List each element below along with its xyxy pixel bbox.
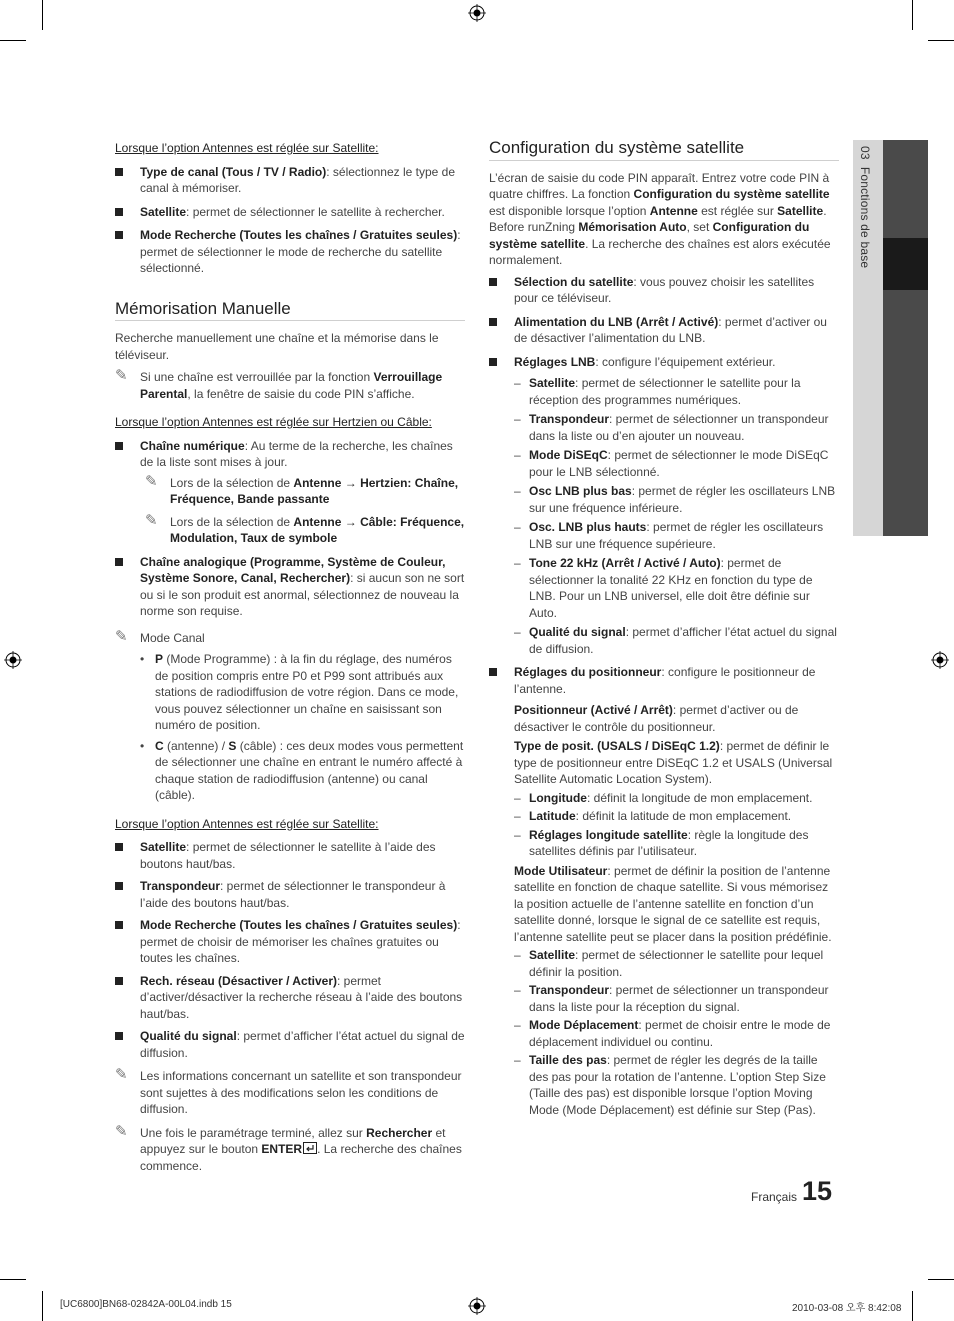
list-item: Alimentation du LNB (Arrêt / Activé): permet d’activer ou de désactiver l’alimentation du LNB. xyxy=(489,314,839,347)
pencil-note-icon: ✎ xyxy=(145,511,158,529)
list-item: Chaîne numérique: Au terme de la recherche, les chaînes de la liste sont mises à jour. xyxy=(115,438,465,471)
left-column xyxy=(115,140,465,1174)
list-item: – Longitude: définit la longitude de mon emplacement. xyxy=(514,790,839,807)
manual-intro: Recherche manuellement une chaîne et la mémorise dans le téléviseur. xyxy=(115,331,439,362)
list-item: Mode Recherche (Toutes les chaînes / Gratuites seules): permet de sélectionner le mode de recherche du satellite sélectionné. xyxy=(115,227,465,277)
list-item: – Qualité du signal: permet d’afficher l’état actuel du signal de diffusion. xyxy=(514,624,839,657)
footer-language: Français xyxy=(751,1190,798,1204)
chapter-number: 03 xyxy=(858,146,872,160)
positioner-settings xyxy=(514,702,839,1118)
list-item: – Transpondeur: permet de sélectionner un transpondeur dans la liste pour la réception du signal. xyxy=(514,982,839,1015)
note: ✎ Si une chaîne est verrouillée par la fonction Verrouillage Parental, la fenêtre de saisie du code PIN s’affiche. xyxy=(115,367,443,401)
chapter-tab-band xyxy=(883,290,928,536)
pencil-note-icon: ✎ xyxy=(115,367,128,384)
list-item: • P (Mode Programme) : à la fin du réglage, des numéros de position compris entre P0 et P99 sont attribués aux stations de radiodiffusion de votre région. Dans ce mode, vous pouvez sélectionner un chaîne en saisissant son numéro de position. xyxy=(140,651,465,734)
note: ✎ Les informations concernant un satellite et son transpondeur sont sujettes à des modifications selon les conditions de diffusion. xyxy=(115,1066,462,1116)
note: ✎ Mode Canal xyxy=(115,627,205,645)
list-item: Réglages LNB: configure l’équipement extérieur. xyxy=(489,354,839,371)
pencil-note-icon: ✎ xyxy=(115,1066,128,1083)
list-item: – Tone 22 kHz (Arrêt / Activé / Auto): permet de sélectionner la tonalité 22 KHz en fonction du type de LNB. Pour un LNB universel, elle doit être définie sur Auto. xyxy=(514,555,839,621)
list-item: • C (antenne) / S (câble) : ces deux modes vous permettent de sélectionner une chaîne en entrant le numéro affecté à chaque station de radiodiffusion (antenne) ou canal (câble). xyxy=(140,738,465,804)
crop-mark xyxy=(928,40,954,41)
hertzien-heading: Lorsque l’option Antennes est réglée sur Hertzien ou Câble: xyxy=(115,415,432,429)
print-slug-date: 2010-03-08 오후 8:42:08 xyxy=(792,1303,902,1314)
pencil-note-icon: ✎ xyxy=(115,1122,128,1140)
note: ✎ Une fois le paramétrage terminé, allez sur Rechercher et appuyez sur le bouton ENTER . La recherche des chaînes commence. xyxy=(115,1122,462,1173)
positioner-type: Type de posit. (USALS / DiSEqC 1.2): permet de définir le type de positionneur entre DiSEqC 1.2 et USALS (Universal Satellite Automatic Location System). xyxy=(514,739,833,786)
list-item: – Satellite: permet de sélectionner le satellite pour la réception des programmes numériques. xyxy=(514,375,839,408)
note: ✎ Lors de la sélection de Antenne → Hertzien: Chaîne, Fréquence, Bande passante xyxy=(145,472,459,506)
positioner-option: Positionneur (Activé / Arrêt): permet d’activer ou de désactiver le contrôle du positionneur. xyxy=(514,703,799,734)
list-item: – Osc LNB plus bas: permet de régler les oscillateurs LNB sur une fréquence inférieure. xyxy=(514,483,839,516)
pencil-note-icon: ✎ xyxy=(115,627,128,645)
list-item: Réglages du positionneur: configure le positionneur de l’antenne. xyxy=(489,664,839,697)
chapter-tab-band xyxy=(883,140,928,238)
registration-mark-icon xyxy=(468,1297,486,1315)
crop-mark xyxy=(0,40,26,41)
crop-mark xyxy=(42,0,43,30)
chapter-title: Fonctions de base xyxy=(858,166,872,269)
crop-mark xyxy=(912,1291,913,1321)
chapter-tab-label xyxy=(858,146,872,268)
list-item: Type de canal (Tous / TV / Radio): sélectionnez le type de canal à mémoriser. xyxy=(115,164,465,197)
chapter-tab-marker xyxy=(883,238,928,290)
satellite-heading: Lorsque l’option Antennes est réglée sur Satellite: xyxy=(115,141,379,155)
list-item: Transpondeur: permet de sélectionner le transpondeur à l’aide des boutons haut/bas. xyxy=(115,878,465,911)
crop-mark xyxy=(912,0,913,30)
list-item: Satellite: permet de sélectionner le satellite à rechercher. xyxy=(115,204,465,221)
list-item: – Satellite: permet de sélectionner le satellite pour lequel définir la position. xyxy=(514,947,839,980)
list-item: – Mode Déplacement: permet de choisir entre le mode de déplacement individuel ou continu. xyxy=(514,1017,839,1050)
list-item: Satellite: permet de sélectionner le satellite à l’aide des boutons haut/bas. xyxy=(115,839,465,872)
list-item: Mode Recherche (Toutes les chaînes / Gratuites seules): permet de choisir de mémoriser les chaînes gratuites ou toutes les chaînes. xyxy=(115,917,465,967)
list-item: – Taille des pas: permet de régler les degrés de la taille des pas pour la rotation de l’antenne. L’option Step Size (Taille des pas) est disponible lorsque l’option Moving Mode (Mode Déplacement) est définie sur Step (Pas). xyxy=(514,1052,839,1118)
enter-key-icon xyxy=(303,1142,317,1154)
pencil-note-icon: ✎ xyxy=(145,472,158,490)
note: ✎ Lors de la sélection de Antenne → Câble: Fréquence, Modulation, Taux de symbole xyxy=(145,511,465,545)
list-item: Chaîne analogique (Programme, Système de Couleur, Système Sonore, Canal, Rechercher): si aucun son ne sort ou si le son produit est anormal, sélectionnez de nouveau la norme son requise. xyxy=(115,554,465,620)
registration-mark-icon xyxy=(4,651,22,669)
lnb-settings-list xyxy=(514,375,839,657)
crop-mark xyxy=(42,1291,43,1321)
list-item: – Latitude: définit la latitude de mon emplacement. xyxy=(514,808,839,825)
list-item: – Osc. LNB plus hauts: permet de régler les oscillateurs LNB sur une fréquence supérieure. xyxy=(514,519,839,552)
right-column xyxy=(489,140,839,1118)
list-item: – Mode DiSEqC: permet de sélectionner le mode DiSEqC pour le LNB sélectionné. xyxy=(514,447,839,480)
list-item: Rech. réseau (Désactiver / Activer): permet d’activer/désactiver la recherche réseau à l’aide des boutons haut/bas. xyxy=(115,973,465,1023)
satellite-config-intro: L’écran de saisie du code PIN apparaît. Entrez votre code PIN à quatre chiffres. La fonction Configuration du système satellite est disponible lorsque l’option Antenne est réglée sur Satellite. Before runZning Mémorisation Auto, set Configuration du système satellite. La recherche des chaînes est alors exécutée normalement. xyxy=(489,170,831,267)
user-mode: Mode Utilisateur: permet de définir la position de l’antenne satellite en fonction de chaque satellite. Si vous mémorisez la position actuelle de l’antenne satellite en fonction d’un satellite donné, lorsque le signal de ce satellite est requis, l’antenne satellite peut se placer dans la position prédéfinie. xyxy=(514,863,832,944)
registration-mark-icon xyxy=(931,651,949,669)
list-item: – Transpondeur: permet de sélectionner un transpondeur dans la liste ou d’en ajouter un nouveau. xyxy=(514,411,839,444)
page-number: 15 xyxy=(802,1176,833,1206)
registration-mark-icon xyxy=(468,4,486,22)
list-item: Sélection du satellite: vous pouvez choisir les satellites pour ce téléviseur. xyxy=(489,274,839,307)
crop-mark xyxy=(0,1279,26,1280)
list-item: – Réglages longitude satellite: règle la longitude des satellites définis par l’utilisateur. xyxy=(514,827,839,860)
section-title-manual: Mémorisation Manuelle xyxy=(115,301,465,322)
crop-mark xyxy=(928,1279,954,1280)
satellite-heading: Lorsque l’option Antennes est réglée sur Satellite: xyxy=(115,816,379,831)
section-title-satellite-config: Configuration du système satellite xyxy=(489,140,839,161)
print-slug-file: [UC6800]BN68-02842A-00L04.indb 15 xyxy=(60,1299,232,1310)
list-item: Qualité du signal: permet d’afficher l’état actuel du signal de diffusion. xyxy=(115,1028,465,1061)
